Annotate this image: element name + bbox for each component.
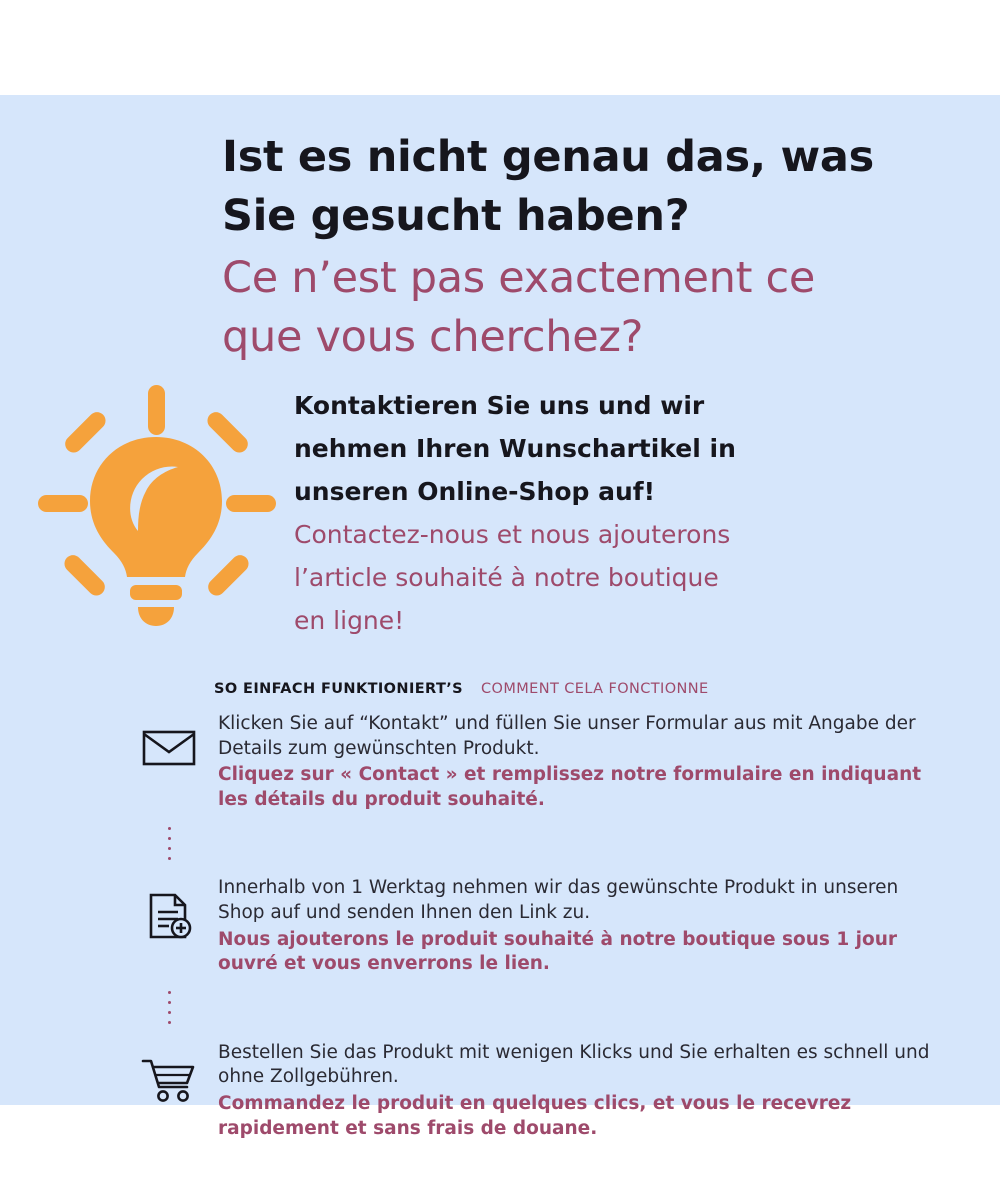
dotted-divider (120, 977, 218, 1039)
intro-french-line2: l’article souhaité à notre boutique (294, 563, 719, 592)
headline-german (222, 128, 942, 247)
step-french: Commandez le produit en quelques clics, et vous le recevrez rapidement et sans frais de douane. (218, 1092, 852, 1139)
list-item (120, 1039, 940, 1141)
intro-french (294, 513, 894, 642)
step-connector (120, 812, 940, 874)
intro-french-line3: en ligne! (294, 606, 405, 635)
steps-list (120, 710, 940, 1141)
dot (168, 1001, 171, 1004)
intro-german-line1: Kontaktieren Sie uns und wir (294, 391, 705, 420)
intro-german-line2: nehmen Ihren Wunschartikel in (294, 434, 736, 463)
dot (168, 1011, 171, 1014)
list-item (120, 710, 940, 812)
envelope-icon (120, 710, 218, 768)
dot (168, 837, 171, 840)
headline-french (222, 249, 942, 368)
intro-german (294, 384, 894, 513)
section-label-german: SO EINFACH FUNKTIONIERT’S (214, 681, 463, 697)
section-label-french: COMMENT CELA FONCTIONNE (481, 681, 709, 697)
list-item (120, 874, 940, 976)
step-text (218, 710, 940, 812)
step-french: Nous ajouterons le produit souhaité à notre boutique sous 1 jour ouvré et vous enverrons le lien. (218, 928, 897, 975)
dots-column (120, 812, 218, 874)
dot (168, 827, 171, 830)
headline-french-line1: Ce n’est pas exactement ce (222, 252, 816, 303)
step-text (218, 1039, 940, 1141)
dots-column (120, 977, 218, 1039)
step-german: Klicken Sie auf “Kontakt” und füllen Sie unser Formular aus mit Angabe der Details zum gewünschten Produkt. (218, 713, 916, 759)
step-connector (120, 977, 940, 1039)
intro-text (294, 384, 894, 642)
document-add-icon (120, 874, 218, 940)
lightbulb-icon (38, 385, 278, 630)
step-german: Innerhalb von 1 Werktag nehmen wir das gewünschte Produkt in unseren Shop auf und senden Ihnen den Link zu. (218, 877, 899, 923)
dotted-divider (120, 812, 218, 874)
step-text (218, 874, 940, 976)
page-title (222, 128, 942, 367)
dot (168, 991, 171, 994)
intro-french-line1: Contactez-nous et nous ajouterons (294, 520, 731, 549)
step-german: Bestellen Sie das Produkt mit wenigen Klicks und Sie erhalten es schnell und ohne Zollgebühren. (218, 1041, 930, 1088)
headline-german-line2: Sie gesucht haben? (222, 191, 690, 242)
dot (168, 847, 171, 850)
headline-french-line2: que vous cherchez? (222, 311, 644, 362)
shopping-cart-icon (120, 1039, 218, 1103)
headline-german-line1: Ist es nicht genau das, was (222, 132, 874, 182)
dot (168, 1021, 171, 1024)
intro-german-line3: unseren Online-Shop auf! (294, 477, 656, 506)
section-label (214, 681, 709, 697)
dot (168, 857, 171, 860)
step-french: Cliquez sur « Contact » et remplissez notre formulaire en indiquant les détails du produit souhaité. (218, 764, 922, 810)
